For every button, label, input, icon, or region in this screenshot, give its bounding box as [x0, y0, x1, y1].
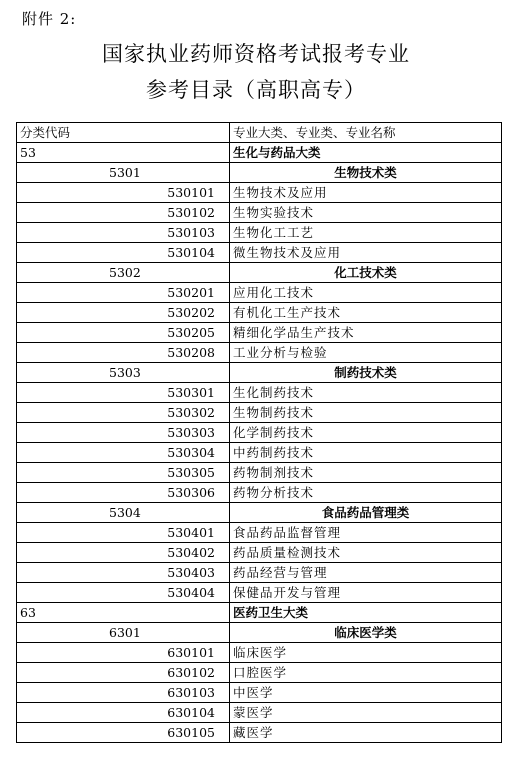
name-cell: 工业分析与检验 — [230, 343, 502, 363]
code-cell: 530301 — [17, 383, 230, 403]
code-cell: 530401 — [17, 523, 230, 543]
name-cell: 口腔医学 — [230, 663, 502, 683]
code-cell: 630104 — [17, 703, 230, 723]
code-cell: 6301 — [17, 623, 230, 643]
code-cell: 530304 — [17, 443, 230, 463]
name-cell: 制药技术类 — [230, 363, 502, 383]
table-row — [17, 363, 502, 383]
code-cell: 5301 — [17, 163, 230, 183]
name-cell: 生化制药技术 — [230, 383, 502, 403]
name-cell: 药品经营与管理 — [230, 563, 502, 583]
document-title-line2: 参考目录（高职高专） — [146, 78, 366, 102]
table-row — [17, 343, 502, 363]
table-row — [17, 303, 502, 323]
code-cell: 630103 — [17, 683, 230, 703]
code-cell: 530403 — [17, 563, 230, 583]
attachment-label: 附件 2: — [22, 10, 77, 28]
code-cell: 630102 — [17, 663, 230, 683]
table-row — [17, 683, 502, 703]
code-cell: 530402 — [17, 543, 230, 563]
table-row — [17, 643, 502, 663]
name-cell: 生物技术类 — [230, 163, 502, 183]
table-row — [17, 563, 502, 583]
name-cell: 微生物技术及应用 — [230, 243, 502, 263]
code-cell: 530102 — [17, 203, 230, 223]
header-code-cell: 分类代码 — [17, 123, 230, 143]
table-row — [17, 583, 502, 603]
table-row — [17, 543, 502, 563]
table-row — [17, 603, 502, 623]
code-cell: 530303 — [17, 423, 230, 443]
table-row — [17, 523, 502, 543]
table-row — [17, 423, 502, 443]
name-cell: 食品药品监督管理 — [230, 523, 502, 543]
table-row — [17, 443, 502, 463]
code-cell: 530305 — [17, 463, 230, 483]
table-row — [17, 503, 502, 523]
name-cell: 医药卫生大类 — [230, 603, 502, 623]
name-cell: 生化与药品大类 — [230, 143, 502, 163]
name-cell: 精细化学品生产技术 — [230, 323, 502, 343]
major-catalog-table — [16, 122, 502, 743]
code-cell: 63 — [17, 603, 230, 623]
name-cell: 药物分析技术 — [230, 483, 502, 503]
code-cell: 530404 — [17, 583, 230, 603]
name-cell: 中药制药技术 — [230, 443, 502, 463]
name-cell: 化工技术类 — [230, 263, 502, 283]
code-cell: 530205 — [17, 323, 230, 343]
table-header-row — [17, 123, 502, 143]
name-cell: 藏医学 — [230, 723, 502, 743]
table-row — [17, 183, 502, 203]
table-row — [17, 143, 502, 163]
name-cell: 生物实验技术 — [230, 203, 502, 223]
name-cell: 生物化工工艺 — [230, 223, 502, 243]
table-row — [17, 403, 502, 423]
table-row — [17, 163, 502, 183]
code-cell: 530201 — [17, 283, 230, 303]
name-cell: 化学制药技术 — [230, 423, 502, 443]
code-cell: 5303 — [17, 363, 230, 383]
name-cell: 生物技术及应用 — [230, 183, 502, 203]
table-row — [17, 223, 502, 243]
name-cell: 药物制剂技术 — [230, 463, 502, 483]
table-row — [17, 283, 502, 303]
code-cell: 5304 — [17, 503, 230, 523]
code-cell: 630105 — [17, 723, 230, 743]
name-cell: 蒙医学 — [230, 703, 502, 723]
code-cell: 530306 — [17, 483, 230, 503]
name-cell: 中医学 — [230, 683, 502, 703]
name-cell: 应用化工技术 — [230, 283, 502, 303]
table-row — [17, 483, 502, 503]
code-cell: 5302 — [17, 263, 230, 283]
code-cell: 530104 — [17, 243, 230, 263]
table-row — [17, 703, 502, 723]
code-cell: 530103 — [17, 223, 230, 243]
table-row — [17, 243, 502, 263]
header-name-cell: 专业大类、专业类、专业名称 — [230, 123, 502, 143]
table-row — [17, 203, 502, 223]
code-cell: 53 — [17, 143, 230, 163]
table-row — [17, 463, 502, 483]
code-cell: 530208 — [17, 343, 230, 363]
code-cell: 530202 — [17, 303, 230, 323]
code-cell: 530101 — [17, 183, 230, 203]
code-cell: 530302 — [17, 403, 230, 423]
table-row — [17, 623, 502, 643]
name-cell: 食品药品管理类 — [230, 503, 502, 523]
code-cell: 630101 — [17, 643, 230, 663]
name-cell: 药品质量检测技术 — [230, 543, 502, 563]
table-row — [17, 263, 502, 283]
document-title-line1: 国家执业药师资格考试报考专业 — [102, 42, 410, 66]
table-row — [17, 723, 502, 743]
name-cell: 有机化工生产技术 — [230, 303, 502, 323]
catalog-table-body — [17, 123, 502, 743]
table-row — [17, 323, 502, 343]
name-cell: 保健品开发与管理 — [230, 583, 502, 603]
name-cell: 生物制药技术 — [230, 403, 502, 423]
table-row — [17, 383, 502, 403]
table-row — [17, 663, 502, 683]
name-cell: 临床医学 — [230, 643, 502, 663]
name-cell: 临床医学类 — [230, 623, 502, 643]
